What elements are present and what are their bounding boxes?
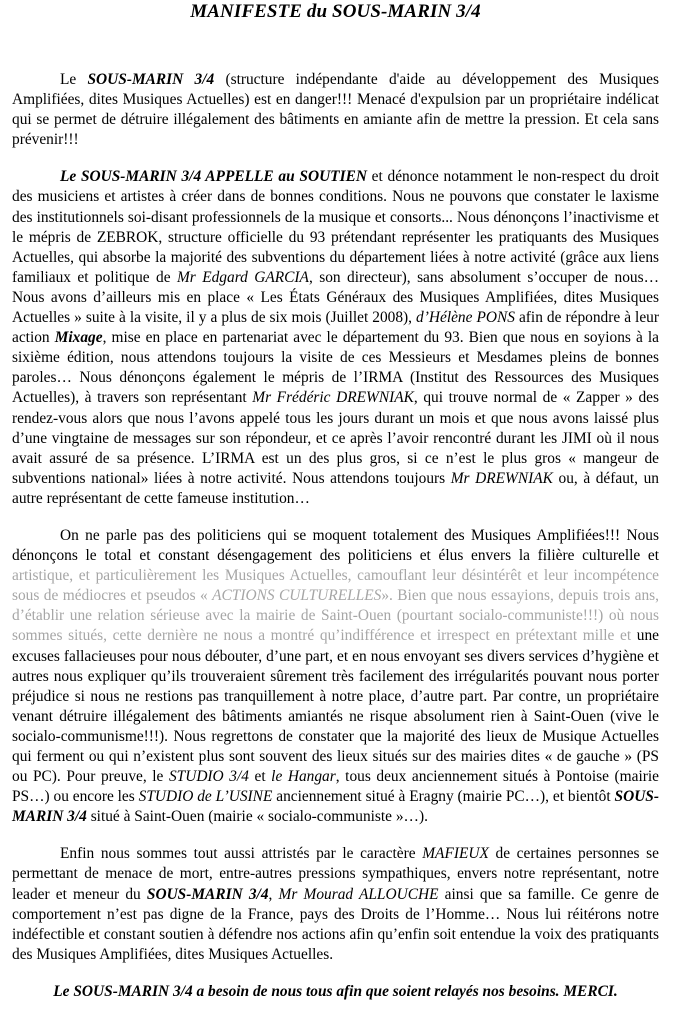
text-run: SOUS-MARIN 3/4 [87,71,215,88]
text-run: le Hangar [271,768,336,786]
text-run: SOUS-MARIN 3/4 [146,885,269,903]
text-run: ACTIONS CULTURELLES [212,587,382,605]
title-spacer [12,24,659,70]
text-run: Enfin nous sommes tout aussi attristés par le caractère [60,845,423,863]
text-run: ». Bien que nous essayions, depuis trois ans, d’établir une relation sérieuse avec la mairie de Saint-Ouen (pourtant socialo-communiste!!!) où nous sommes situés, cette dernière ne nous a montré qu’indifférence et irrespect en prétextant mille et [12,587,659,645]
text-run: Le SOUS-MARIN 3/4 APPELLE au SOUTIEN [60,168,367,186]
text-run: Mixage [54,329,103,347]
text-run: une excuses fallacieuses pour nous débouter, d’une part, et en nous envoyant ses divers services d’hygiène et autres nous expliquer qu’ils trouveraient sûrement très facilement des irrégularités pouvant nous porter préjudice si nous ne restions pas tranquillement à notre place, d’autre part. Par contre, un propriétaire venant détruire illégalement des bâtiments amiantés ne risque absolument rien à Saint-Ouen (vive le socialo-communisme!!!). Nous regrettons de constater que la majorité des lieux de Musique Actuelles qui ferment ou qui n’existent plus sont souvent des lieux situés sur des mairies dites « de gauche » (PS ou PC). Pour preuve, le [12,627,659,786]
paragraph-mafia [12,844,659,965]
page-title: MANIFESTE du SOUS-MARIN 3/4 [190,1,481,22]
text-run: d’Hélène PONS [416,309,515,327]
text-run: situé à Saint-Ouen (mairie « socialo-communiste »…). [86,808,428,826]
text-run: STUDIO de L’USINE [138,788,273,806]
paragraph-intro [12,70,659,150]
text-run: (structure indépendante d'aide au développement des Musiques Amplifiées, dites Musiques Actuelles) est en danger!!! Menacé d'expulsion par un propriétaire indélicat qui se permet de détruire illégalement des bâtiments en amiante afin de mettre la pression. Et cela sans prévenir!!! [12,71,659,149]
text-run: , mise en place en partenariat avec le département du 93. Bien que nous en soyions à la sixième édition, nous attendons toujours la visite de ces Messieurs et Mesdames pleins de bonnes paroles… Nous dénonçons également le mépris de l’IRMA (Institut des Ressources des Musiques Actuelles), à travers son représentant [12,329,659,407]
text-run: Mr Edgard GARCIA [176,268,309,286]
text-run: Le [60,71,88,88]
text-run: Mr Frédéric DREWNIAK [252,389,414,407]
text-run: afin de répondre à leur action [12,309,659,347]
text-run: On ne parle pas des politiciens qui se moquent totalement des Musiques Amplifiées!!! Nous dénonçons le total et constant désengagement des politiciens et élus envers la filière culturelle et [12,526,659,565]
text-run: ainsi que sa famille. Ce genre de comportement n’est pas digne de la France, pays des Droits de l’Homme… Nous lui réitérons notre indéfectible et constant soutien à défendre nos actions afin qu’enfin soit entendue la voix des pratiquants des Musiques Amplifiées, dites Musiques Actuelles. [12,885,659,963]
text-run: de certaines personnes se permettant de menace de mort, entre-autres pressions sympathiques, envers notre représentant, notre leader et meneur du [12,845,659,903]
text-run: , son directeur), sans absolument s’occuper de nous… Nous avons d’ailleurs mis en place « Les États Généraux des Musiques Amplifiées, dites Musiques Actuelles » suite à la visite, il y a plus de six mois (Juillet 2008), [12,268,659,327]
text-run: , qui trouve normal de « Zapper » des rendez-vous alors que nous l’avons appelé tous les jours durant un mois et que nous avons laissé plus d’une vingtaine de messages sur son répondeur, et ce après l’avoir rencontré durant les JIMI où il nous avait assuré de sa présence. L’IRMA est un des plus gros, si ce n’est le plus gros « mangeur de subventions national» liées à notre activité. Nous attendons toujours [12,389,659,487]
text-run: , [268,885,279,903]
paragraph-politicians [12,526,659,827]
text-run: Mr DREWNIAK [450,469,553,487]
text-run: Mr Mourad ALLOUCHE [278,885,439,903]
text-run: ou, à défaut, un autre représentant de cette fameuse institution… [12,469,659,507]
text-run: MAFIEUX [422,845,489,863]
text-run: et [248,768,272,786]
text-run: , tous deux anciennement situés à Pontoise (mairie PS…) ou encore les [12,768,659,806]
text-run: anciennement situé à Eragny (mairie PC…), et bientôt [272,788,615,806]
text-run: artistique, et particulièrement les Musiques Actuelles, camouflant leur désintérêt et leur incompétence sous de médiocres et pseudos « [12,567,659,605]
text-run: et dénonce notamment le non-respect du droit des musiciens et artistes à créer dans de bonnes conditions. Nous ne pouvons que constater le laxisme des institutionnels soi-disant professionnels de la musique et consorts... Nous dénonçons l’inactivisme et le mépris de ZEBROK, structure officielle du 93 prétendant représenter les pratiquants des Musiques Actuelles, qui absorbe la majorité des subventions du département liées à notre activité (grâce aux liens familiaux et politique de [12,168,659,286]
paragraph-appeal [12,167,659,509]
closing-line: Le SOUS-MARIN 3/4 a besoin de nous tous afin que soient relayés nos besoins. MERCI. [53,982,618,1000]
text-run: SOUS-MARIN 3/4 [12,788,659,826]
text-run: STUDIO 3/4 [168,768,249,786]
